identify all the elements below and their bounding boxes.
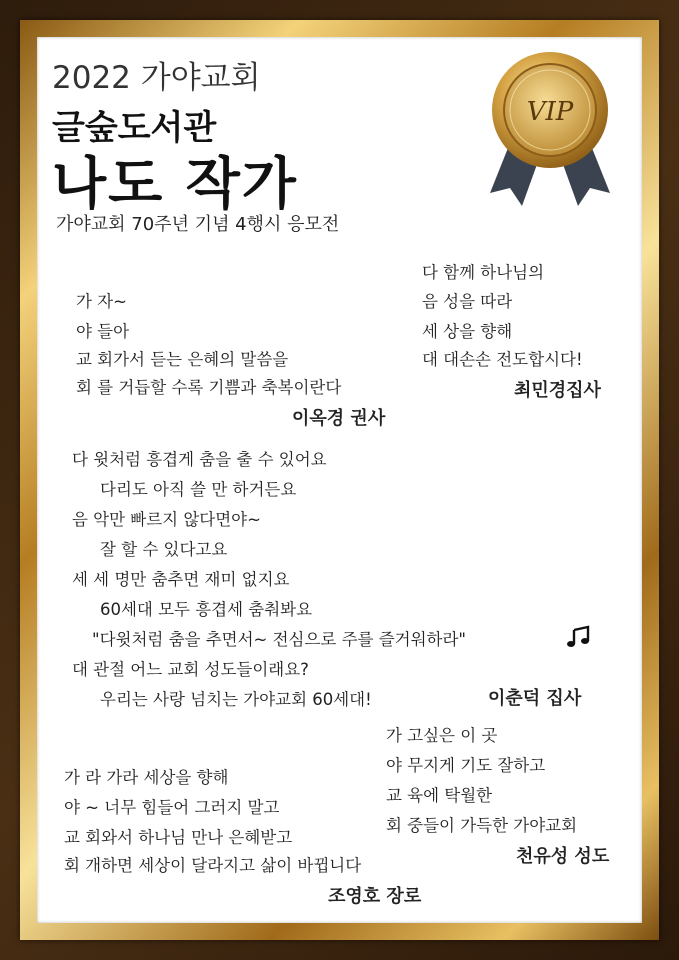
poem1-author: 이옥경 권사 [292,408,386,429]
vip-medal-icon [480,48,620,208]
poem5-line1: 가 라 가라 세상을 향해 [64,768,229,787]
poem3-line1: 다 윗처럼 흥겹게 춤을 출 수 있어요 [72,450,327,469]
poem2-line1: 다 함께 하나님의 [422,263,545,282]
poem3-line2: 다리도 아직 쓸 만 하거든요 [100,480,297,499]
poem5-line2: 야 ~ 너무 힘들어 그러지 말고 [64,798,280,817]
poem4-line2: 야 무지게 기도 잘하고 [386,756,546,775]
poem5-author: 조영호 장로 [328,886,422,907]
vip-text: VIP [526,97,574,127]
poem3-line5: 세 세 명만 춤추면 재미 없지요 [72,570,290,589]
poem1-line3: 교 회가서 듣는 은혜의 말씀을 [76,350,289,369]
poem3-line9: 우리는 사랑 넘치는 가야교회 60세대! [100,690,372,709]
poem1-line1: 가 자~ [76,292,127,311]
poem4-line1: 가 고싶은 이 곳 [386,726,498,745]
poem3-line7: "다윗처럼 춤을 추면서~ 전심으로 주를 즐거워하라" [92,630,467,649]
poem3-line3: 음 악만 빠르지 않다면야~ [72,510,261,529]
subtitle: 글숲도서관 [52,108,217,148]
poem5-line3: 교 회와서 하나님 만나 은혜받고 [64,828,293,847]
poem2-line2: 음 성을 따라 [422,292,513,311]
poster-title: 나도 작가 [52,152,298,217]
year-line: 2022 가야교회 [52,60,261,96]
music-note-icon [566,624,592,650]
poem3-author: 이춘덕 집사 [488,688,582,709]
poem4-line4: 회 중들이 가득한 가야교회 [386,816,578,835]
poem3-line8: 대 관절 어느 교회 성도들이래요? [72,660,309,679]
poem4-author: 천유성 성도 [516,846,610,867]
poem2-line4: 대 대손손 전도합시다! [422,350,583,369]
poem2-author: 최민경집사 [514,380,601,401]
poem1-line2: 야 들아 [76,322,130,341]
poem2-line3: 세 상을 향해 [422,322,513,341]
poem4-line3: 교 육에 탁월한 [386,786,493,805]
poem5-line4: 회 개하면 세상이 달라지고 삶이 바뀝니다 [64,856,362,875]
intro-line: 가야교회 70주년 기념 4행시 응모전 [56,214,340,235]
poem1-line4: 회 를 거듭할 수록 기쁨과 축복이란다 [76,378,342,397]
poem3-line6: 60세대 모두 흥겹세 춤춰봐요 [100,600,313,619]
poem3-line4: 잘 할 수 있다고요 [100,540,228,559]
